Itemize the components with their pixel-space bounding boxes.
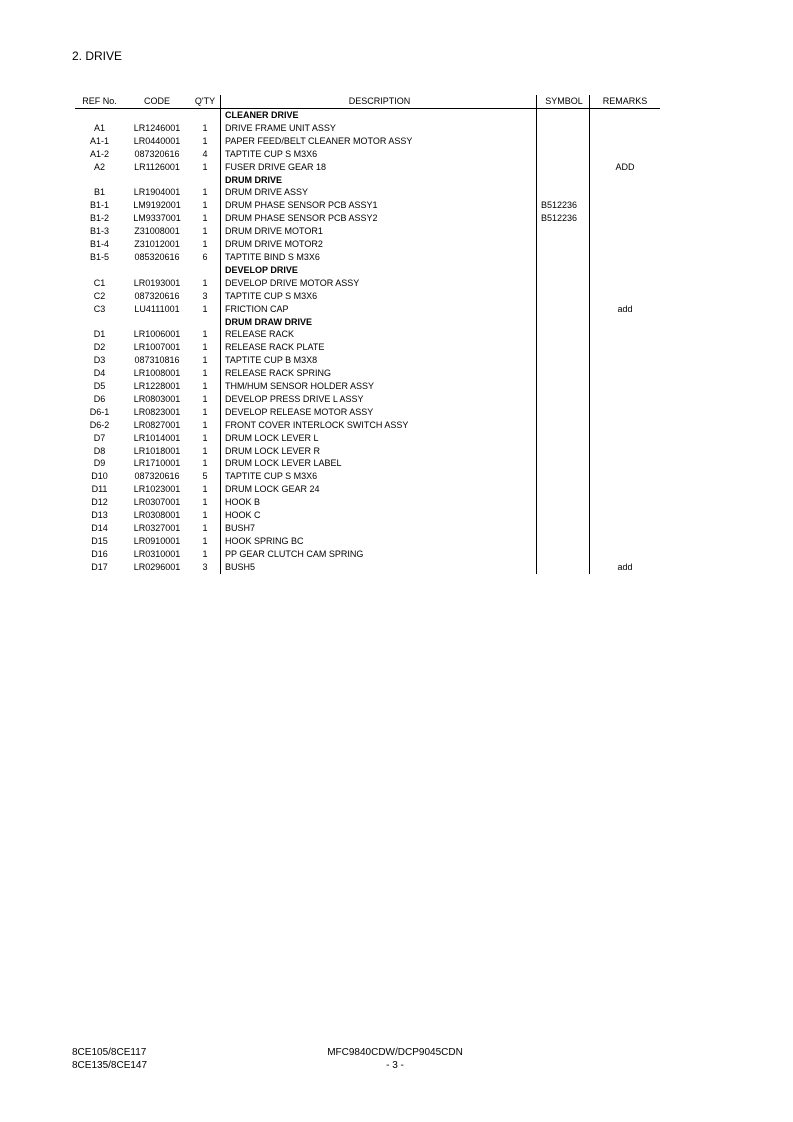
cell-symbol: [537, 561, 590, 574]
cell-ref: D9: [93, 458, 106, 469]
cell-code: LR1023001: [133, 484, 181, 495]
header-remarks: REMARKS: [590, 95, 661, 109]
header-ref: REF No.: [75, 95, 124, 109]
cell-description: DRUM LOCK LEVER R: [221, 445, 537, 458]
cell-symbol: [537, 316, 590, 329]
cell-symbol: [537, 225, 590, 238]
cell-qty: 1: [202, 406, 208, 417]
cell-description: TAPTITE CUP S M3X6: [221, 148, 537, 161]
cell-description: TAPTITE CUP S M3X6: [221, 290, 537, 303]
cell-symbol: [537, 264, 590, 277]
cell-remarks: [590, 109, 661, 122]
cell-remarks: [590, 290, 661, 303]
cell-description: TAPTITE CUP B M3X8: [221, 354, 537, 367]
cell-code: LR1246001: [133, 122, 181, 133]
table-row: [75, 199, 660, 212]
section-title: 2. DRIVE: [72, 49, 123, 63]
cell-code: LR0296001: [133, 561, 181, 572]
cell-description: DRUM LOCK LEVER L: [221, 432, 537, 445]
cell-ref: A2: [93, 161, 105, 172]
group-header-row: [75, 316, 660, 329]
cell-qty: 3: [202, 561, 208, 572]
cell-remarks: [590, 419, 661, 432]
cell-remarks: ADD: [615, 161, 635, 172]
cell-ref: D17: [91, 561, 108, 572]
cell-code: Z31012001: [134, 239, 180, 250]
cell-ref: B1-4: [89, 239, 109, 250]
cell-qty: 1: [202, 497, 208, 508]
cell-code: LR0803001: [133, 393, 181, 404]
cell-description: BUSH7: [221, 522, 537, 535]
cell-description: PP GEAR CLUTCH CAM SPRING: [221, 548, 537, 561]
table-row: [75, 393, 660, 406]
cell-qty: 1: [202, 135, 208, 146]
cell-ref: B1: [93, 187, 105, 198]
table-row: [75, 548, 660, 561]
table-row: [75, 509, 660, 522]
cell-remarks: [590, 174, 661, 187]
cell-remarks: [590, 522, 661, 535]
table-row: [75, 445, 660, 458]
cell-symbol: [537, 509, 590, 522]
group-header-row: [75, 109, 660, 122]
table-row: [75, 483, 660, 496]
cell-description: DRUM DRIVE ASSY: [221, 186, 537, 199]
cell-description: TAPTITE BIND S M3X6: [221, 251, 537, 264]
cell-remarks: [590, 483, 661, 496]
cell-code: LR0823001: [133, 406, 181, 417]
cell-description: DRUM LOCK GEAR 24: [221, 483, 537, 496]
table-row: [75, 380, 660, 393]
cell-code: LR1126001: [134, 161, 180, 172]
table-row: [75, 122, 660, 135]
footer-doc-code-1: 8CE105/8CE117: [72, 1047, 147, 1058]
cell-ref: D7: [93, 432, 106, 443]
table-row: [75, 135, 660, 148]
cell-symbol: [537, 303, 590, 316]
cell-remarks: [590, 186, 661, 199]
cell-ref: [75, 316, 124, 329]
cell-remarks: [590, 135, 661, 148]
table-row: [75, 341, 660, 354]
cell-ref: D11: [91, 484, 108, 495]
cell-remarks: [590, 432, 661, 445]
cell-remarks: [590, 148, 661, 161]
cell-ref: B1-2: [89, 213, 109, 224]
table-row: [75, 328, 660, 341]
table-row: [75, 303, 660, 316]
cell-code: 087310816: [134, 355, 180, 366]
cell-code: [124, 316, 190, 329]
cell-ref: C3: [93, 303, 106, 314]
cell-description: DRUM DRIVE: [221, 174, 537, 187]
cell-qty: 1: [202, 445, 208, 456]
cell-description: RELEASE RACK SPRING: [221, 367, 537, 380]
cell-qty: 1: [202, 458, 208, 469]
cell-remarks: [590, 509, 661, 522]
cell-qty: 1: [202, 122, 208, 133]
cell-description: HOOK SPRING BC: [221, 535, 537, 548]
cell-qty: 1: [202, 329, 208, 340]
cell-code: LR1904001: [133, 187, 181, 198]
cell-symbol: [537, 277, 590, 290]
cell-symbol: [537, 174, 590, 187]
cell-description: DEVELOP RELEASE MOTOR ASSY: [221, 406, 537, 419]
cell-code: [124, 174, 190, 187]
cell-code: 087320616: [134, 471, 180, 482]
cell-symbol: [537, 109, 590, 122]
table-row: [75, 148, 660, 161]
cell-qty: 1: [202, 484, 208, 495]
cell-remarks: [590, 238, 661, 251]
cell-remarks: [590, 212, 661, 225]
cell-symbol: [537, 419, 590, 432]
cell-code: LR1006001: [133, 329, 181, 340]
cell-code: LM9192001: [133, 200, 181, 211]
cell-description: RELEASE RACK: [221, 328, 537, 341]
cell-qty: 5: [202, 471, 208, 482]
cell-remarks: [590, 316, 661, 329]
cell-code: Z31008001: [134, 226, 180, 237]
cell-qty: [190, 264, 221, 277]
footer-doc-codes: [72, 1046, 147, 1072]
cell-qty: 1: [202, 303, 208, 314]
cell-description: DEVELOP DRIVE: [221, 264, 537, 277]
cell-remarks: [590, 380, 661, 393]
cell-qty: [190, 109, 221, 122]
cell-description: FUSER DRIVE GEAR 18: [221, 161, 537, 174]
cell-symbol: B512236: [537, 199, 590, 212]
cell-remarks: [590, 341, 661, 354]
cell-code: LR0307001: [133, 497, 181, 508]
cell-symbol: [537, 135, 590, 148]
cell-ref: D6-2: [89, 419, 110, 430]
cell-remarks: [590, 445, 661, 458]
cell-code: LR0193001: [133, 277, 181, 288]
cell-qty: 1: [202, 161, 208, 172]
cell-symbol: [537, 483, 590, 496]
cell-qty: 1: [202, 368, 208, 379]
cell-symbol: [537, 238, 590, 251]
cell-description: DRUM DRIVE MOTOR2: [221, 238, 537, 251]
cell-qty: [190, 174, 221, 187]
cell-code: LR1008001: [133, 368, 181, 379]
cell-remarks: [590, 457, 661, 470]
cell-ref: D5: [93, 381, 106, 392]
cell-ref: B1-1: [89, 200, 109, 211]
cell-description: HOOK C: [221, 509, 537, 522]
table-row: [75, 419, 660, 432]
footer-model-page: [290, 1046, 500, 1072]
header-qty: Q'TY: [190, 95, 221, 109]
cell-symbol: [537, 122, 590, 135]
table-row: [75, 457, 660, 470]
table-row: [75, 290, 660, 303]
cell-ref: C1: [93, 277, 106, 288]
cell-code: [124, 264, 190, 277]
cell-code: [124, 109, 190, 122]
cell-symbol: [537, 161, 590, 174]
cell-symbol: [537, 535, 590, 548]
cell-ref: D4: [93, 368, 106, 379]
parts-table: [75, 95, 660, 574]
table-row: [75, 354, 660, 367]
cell-description: DRUM PHASE SENSOR PCB ASSY1: [221, 199, 537, 212]
cell-code: LR1014001: [133, 432, 181, 443]
footer-doc-code-2: 8CE135/8CE147: [72, 1060, 148, 1071]
cell-remarks: [590, 496, 661, 509]
cell-code: LR1710001: [133, 458, 181, 469]
cell-description: BUSH5: [221, 561, 537, 574]
page-number: - 3 -: [386, 1060, 404, 1071]
cell-qty: 1: [202, 523, 208, 533]
cell-description: DRUM LOCK LEVER LABEL: [221, 457, 537, 470]
cell-ref: D10: [91, 471, 108, 482]
cell-symbol: [537, 445, 590, 458]
cell-ref: A1-1: [89, 135, 109, 146]
cell-remarks: [590, 470, 661, 483]
table-row: [75, 367, 660, 380]
cell-qty: 6: [202, 251, 208, 262]
cell-description: DRUM DRIVE MOTOR1: [221, 225, 537, 238]
cell-remarks: [590, 122, 661, 135]
group-header-row: [75, 174, 660, 187]
table-row: [75, 470, 660, 483]
cell-description: THM/HUM SENSOR HOLDER ASSY: [221, 380, 537, 393]
cell-ref: [75, 109, 124, 122]
cell-symbol: [537, 186, 590, 199]
cell-symbol: [537, 457, 590, 470]
cell-qty: 1: [202, 419, 208, 430]
cell-ref: [75, 264, 124, 277]
table-row: [75, 212, 660, 225]
cell-code: 085320616: [134, 251, 180, 262]
cell-code: LR1007001: [133, 342, 181, 353]
table-row: [75, 432, 660, 445]
cell-code: LR0910001: [133, 535, 181, 546]
cell-symbol: [537, 548, 590, 561]
group-header-row: [75, 264, 660, 277]
cell-qty: 1: [202, 548, 208, 559]
cell-description: DRUM DRAW DRIVE: [221, 316, 537, 329]
table-row: [75, 238, 660, 251]
cell-remarks: add: [617, 561, 633, 572]
parts-table-body: [75, 109, 660, 574]
table-row: [75, 522, 660, 535]
cell-remarks: [590, 328, 661, 341]
cell-code: LR0308001: [133, 510, 181, 521]
table-row: [75, 406, 660, 419]
cell-code: LR0327001: [133, 523, 181, 533]
cell-code: 087320616: [134, 290, 180, 301]
header-code: CODE: [124, 95, 190, 109]
cell-symbol: [537, 328, 590, 341]
cell-symbol: [537, 354, 590, 367]
cell-description: RELEASE RACK PLATE: [221, 341, 537, 354]
cell-ref: D6: [93, 393, 106, 404]
table-row: [75, 277, 660, 290]
cell-ref: B1-3: [89, 226, 109, 237]
cell-description: DEVELOP PRESS DRIVE L ASSY: [221, 393, 537, 406]
cell-symbol: [537, 393, 590, 406]
cell-symbol: [537, 432, 590, 445]
cell-remarks: add: [617, 303, 633, 314]
cell-description: PAPER FEED/BELT CLEANER MOTOR ASSY: [221, 135, 537, 148]
cell-remarks: [590, 535, 661, 548]
cell-qty: 1: [202, 432, 208, 443]
cell-ref: A1: [93, 122, 105, 133]
cell-ref: D13: [91, 510, 108, 521]
table-row: [75, 186, 660, 199]
cell-description: DEVELOP DRIVE MOTOR ASSY: [221, 277, 537, 290]
cell-description: FRICTION CAP: [221, 303, 537, 316]
cell-qty: 1: [202, 239, 208, 250]
cell-symbol: B512236: [537, 212, 590, 225]
cell-qty: 1: [202, 510, 208, 521]
cell-remarks: [590, 548, 661, 561]
cell-remarks: [590, 277, 661, 290]
cell-code: LR1228001: [133, 381, 181, 392]
cell-qty: 1: [202, 213, 208, 224]
cell-description: TAPTITE CUP S M3X6: [221, 470, 537, 483]
cell-ref: D2: [93, 342, 106, 353]
cell-remarks: [590, 225, 661, 238]
cell-code: LR1018001: [133, 445, 181, 456]
cell-remarks: [590, 406, 661, 419]
cell-description: HOOK B: [221, 496, 537, 509]
cell-ref: D15: [91, 535, 108, 546]
table-row: [75, 251, 660, 264]
footer-model: MFC9840CDW/DCP9045CDN: [327, 1047, 463, 1058]
cell-qty: 1: [202, 342, 208, 353]
cell-ref: D12: [91, 497, 108, 508]
cell-remarks: [590, 264, 661, 277]
cell-ref: D1: [93, 329, 106, 340]
cell-code: LU4111001: [134, 303, 180, 314]
cell-qty: 3: [202, 290, 208, 301]
cell-symbol: [537, 148, 590, 161]
cell-qty: 4: [202, 148, 208, 159]
cell-qty: 1: [202, 277, 208, 288]
cell-code: LR0310001: [133, 548, 181, 559]
cell-description: DRUM PHASE SENSOR PCB ASSY2: [221, 212, 537, 225]
cell-symbol: [537, 380, 590, 393]
cell-qty: [190, 316, 221, 329]
cell-code: LM9337001: [133, 213, 181, 224]
table-row: [75, 535, 660, 548]
cell-qty: 1: [202, 393, 208, 404]
cell-qty: 1: [202, 200, 208, 211]
cell-ref: B1-5: [89, 251, 109, 262]
cell-code: 087320616: [134, 148, 180, 159]
cell-ref: D6-1: [89, 406, 110, 417]
cell-symbol: [537, 406, 590, 419]
table-row: [75, 161, 660, 174]
header-description: DESCRIPTION: [221, 95, 537, 109]
cell-remarks: [590, 199, 661, 212]
table-row: [75, 496, 660, 509]
cell-ref: C2: [93, 290, 106, 301]
cell-code: LR0440001: [133, 135, 181, 146]
cell-symbol: [537, 341, 590, 354]
table-header-row: [75, 95, 660, 109]
cell-qty: 1: [202, 226, 208, 237]
header-symbol: SYMBOL: [537, 95, 590, 109]
cell-symbol: [537, 290, 590, 303]
cell-symbol: [537, 522, 590, 535]
cell-ref: D8: [93, 445, 106, 456]
cell-description: CLEANER DRIVE: [221, 109, 537, 122]
cell-description: FRONT COVER INTERLOCK SWITCH ASSY: [221, 419, 537, 432]
cell-ref: [75, 174, 124, 187]
cell-remarks: [590, 354, 661, 367]
cell-qty: 1: [202, 187, 208, 198]
cell-ref: A1-2: [89, 148, 109, 159]
cell-description: DRIVE FRAME UNIT ASSY: [221, 122, 537, 135]
cell-ref: D14: [91, 523, 108, 533]
cell-remarks: [590, 251, 661, 264]
cell-symbol: [537, 470, 590, 483]
cell-symbol: [537, 496, 590, 509]
cell-qty: 1: [202, 355, 208, 366]
cell-ref: D16: [91, 548, 108, 559]
cell-code: LR0827001: [133, 419, 181, 430]
table-row: [75, 225, 660, 238]
cell-remarks: [590, 367, 661, 380]
cell-qty: 1: [202, 535, 208, 546]
cell-ref: D3: [93, 355, 106, 366]
table-row: [75, 561, 660, 574]
cell-remarks: [590, 393, 661, 406]
cell-symbol: [537, 251, 590, 264]
cell-qty: 1: [202, 381, 208, 392]
cell-symbol: [537, 367, 590, 380]
